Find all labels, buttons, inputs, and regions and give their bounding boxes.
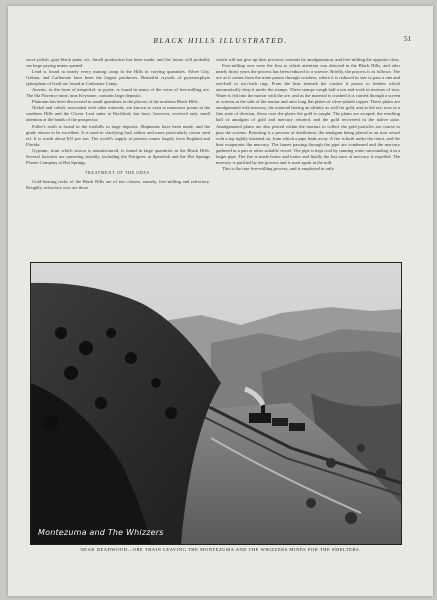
left-column <box>26 57 210 191</box>
running-title: BLACK HILLS ILLUSTRATED. <box>153 36 288 45</box>
photo-scene <box>31 263 401 544</box>
paragraph: Nickel and cobalt, associated with other minerals, are known to exist at numerous points in the southern Hills and the Clover Leaf mine at Rochford, but have, however, received only small attention at the hands of the prospector. <box>26 105 210 123</box>
right-column <box>216 57 400 172</box>
photo-caption: NEAR DEADWOOD—ORE TRAIN LEAVING THE MONTEZUMA AND THE WHIZZERS MINES FOR THE SMELTERS. <box>80 547 361 552</box>
paragraph: stove polish, gray-black paint, etc. Small production has been made, and the future will probably see large paying mines opened. <box>26 57 210 69</box>
photo-inscription: Montezuma and The Whizzers <box>38 528 164 537</box>
book-page <box>8 6 433 596</box>
paragraph: Arsenic, in the form of mispickel, or pyrite, is found in many of the veins of free-milling ore. The Ida Florence mine, near Keystone, contains large deposits. <box>26 87 210 99</box>
page-number: 51 <box>404 35 411 43</box>
mine-landscape-photo <box>30 262 402 545</box>
paragraph: This is the true free-milling process, and is employed in only <box>222 165 334 171</box>
paragraph: Free-milling ores were the first to which attention was directed in the Black Hills, and after nearly thirty years the process has been reduced to a science. Briefly, the process is as follows: The ore as it comes from the mine passes through crushers, where it is reduced in size to pass a one and one-half to two-inch ring. From the bins beneath the crusher it passes to feeders which automatically drop it under the stamps. These stamps weigh half a ton and work in mortars of iron. Water is fed into the mortar with the ore, and as the material is crushed it is carried through a screen or screens at the side of the mortar and onto long flat plates of silver-plated copper. These plates are amalgamated with mercury, the material having an affinity as well for gold, and as the ore, now in a fine state of division, flows over the plates the gold is caught. The plates are scraped, the resulting ball of amalgam of gold and mercury retorted, and the gold recovered in the native state. Amalgamated plates are also placed within the mortars to collect the gold particles too coarse to pass the screens. Retorting is a process of distillation, the amalgam being placed in an iron vessel with a top tightly fastened on, from which a pipe leads away. A fire is built under the retort, and the heat evaporates the mercury. The fumes passing through the pipe are condensed and the mercury gathered in a pan or other suitable vessel. The pipe is kept cool by running water surrounding it in a larger pipe. The fire is made hotter and hotter and finally the last trace of mercury is expelled. The mercury is purified by the process and is used again in the mill. <box>216 63 400 165</box>
paragraph: Fuller's earth is found in the foothills in large deposits. Shipments have been made, and the grade shown to be excellent. It is used in clarifying lard, tallow and more particularly cotton seed oil. It is worth about $15 per ton. The world's supply at present comes largely from England and Florida. <box>26 123 210 147</box>
paragraph: Lead is found in nearly every mining camp in the Hills in varying quantities. Silver City, Galena, and Carbonate have been the largest producers. Beautiful crystals of pyromorphyte (phosphate of lead) are found at Carbonate Camp. <box>26 69 210 87</box>
paragraph: Gold-bearing rocks of the Black Hills are of two classes, namely, free-milling and refractory. Roughly, refractory ores are those <box>26 178 210 190</box>
paragraph: which will not give up their precious contents by amalgamation, and free-milling the opposite class. <box>216 57 400 62</box>
paragraph: Gypsum, from which stucco is manufactured, is found in large quantities in the Black Hills. Several factories are operating steadily, including the Pettigrew at Spearfish and the Hot Springs Plaster Company at Hot Springs. <box>26 147 210 165</box>
section-subheading: TREATMENT OF THE ORES. <box>84 169 152 175</box>
paragraph: Platinum has been discovered in small quantities in the placers of the northern Black Hills. <box>32 99 199 105</box>
